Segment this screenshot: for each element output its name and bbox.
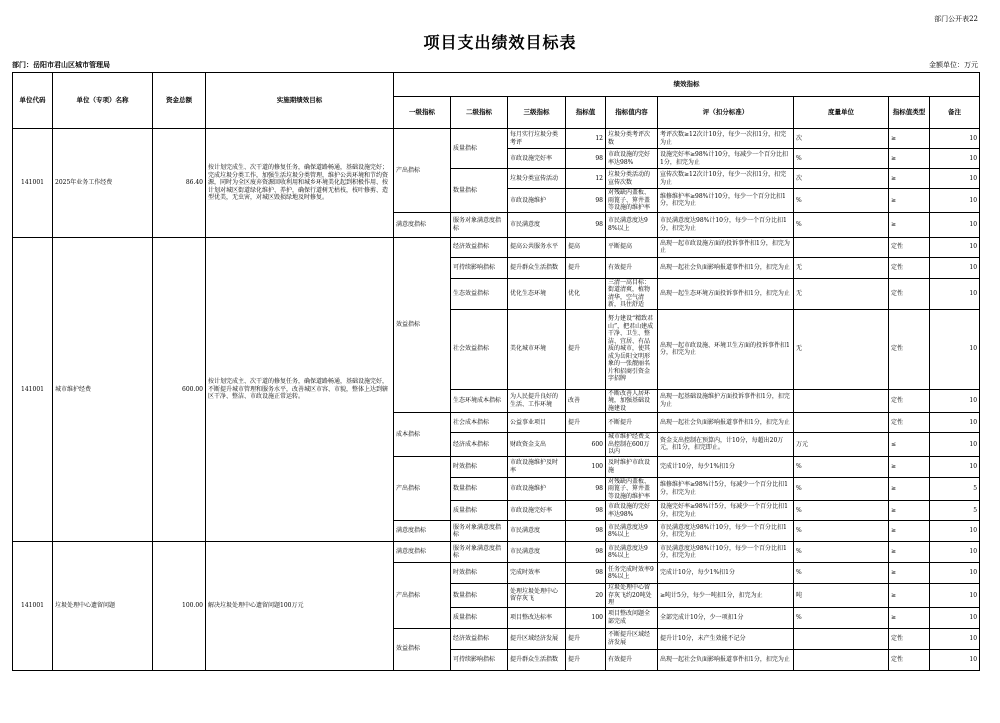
scoring-standard-cell: 出现一起社会负面影响报道事件扣1分，扣完为止 <box>658 413 794 433</box>
level2-indicator-cell: 经济效益指标 <box>451 237 508 257</box>
value-type-cell: ≥ <box>889 563 930 584</box>
note-cell: 10 <box>930 389 980 413</box>
scoring-standard-cell: 维修维护率≥98%计10分，每少一个百分比扣1分，扣完为止 <box>658 189 794 213</box>
value-type-cell: 定性 <box>889 309 930 389</box>
target-description-cell: 按计划完成生、次干道的修复任务，确保道路畅通，基础设施完好；完成垃圾分类工作，加强生活垃圾分类管理，维护公共环境和节约资源，同时为全区废弃资源回收利用和城乡环境美化起到积极作用、按计划对城区街道绿化维护、养护，确保行道树无枯枝，枝叶修剪、造型优美，无虫害，对城区毁损绿地及时修复。 <box>206 129 394 238</box>
measure-unit-cell: 无 <box>794 278 889 309</box>
measure-unit-cell: % <box>794 542 889 563</box>
level1-indicator-cell: 满意度指标 <box>394 542 451 563</box>
note-cell: 10 <box>930 149 980 169</box>
note-cell: 10 <box>930 521 980 542</box>
scoring-standard-cell: 出现一起社会负面影响报道事件扣1分，扣完为止 <box>658 649 794 670</box>
scoring-standard-cell: 市民满意度达98%计10分，每少一个百分比扣1分，扣完为止 <box>658 542 794 563</box>
level3-indicator-cell: 市政设施维护 <box>508 189 566 213</box>
indicator-content-cell: 市民满意度达98%以上 <box>606 542 658 563</box>
indicator-value-cell: 98 <box>566 212 606 237</box>
indicator-value-cell: 100 <box>566 456 606 477</box>
header-unit-code: 单位代码 <box>13 73 53 129</box>
level2-indicator-cell: 生态效益指标 <box>451 278 508 309</box>
value-type-cell: ≥ <box>889 584 930 608</box>
level3-indicator-cell: 市民满意度 <box>508 542 566 563</box>
scoring-standard-cell: 设施完好率≥98%计10分，每减少一个百分比扣1分，扣完为止 <box>658 149 794 169</box>
funds-amount-cell: 600.00 <box>153 237 206 542</box>
indicator-content-cell: 垃圾分类考评次数 <box>606 129 658 149</box>
note-cell: 10 <box>930 413 980 433</box>
scoring-standard-cell: 完成计10分，每少1%扣1分 <box>658 563 794 584</box>
indicator-value-cell: 优化 <box>566 278 606 309</box>
note-cell: 10 <box>930 129 980 149</box>
indicator-content-cell: 有效提升 <box>606 649 658 670</box>
indicator-content-cell: 市民满意度达98%以上 <box>606 212 658 237</box>
level3-indicator-cell: 财政资金支出 <box>508 433 566 457</box>
level3-indicator-cell: 完成时效率 <box>508 563 566 584</box>
scoring-standard-cell: 出现一起市政设施方面的投诉事件扣1分，扣完为止 <box>658 237 794 257</box>
indicator-value-cell: 98 <box>566 501 606 521</box>
level3-indicator-cell: 优化生态环境 <box>508 278 566 309</box>
level3-indicator-cell: 市政设施完好率 <box>508 149 566 169</box>
indicator-value-cell: 12 <box>566 169 606 189</box>
indicator-value-cell: 100 <box>566 607 606 628</box>
indicator-value-cell: 98 <box>566 149 606 169</box>
scoring-standard-cell: 出现一起生态环境方面投诉事件扣1分，扣完为止 <box>658 278 794 309</box>
level1-indicator-cell: 成本指标 <box>394 413 451 457</box>
header-content: 指标值内容 <box>606 97 658 129</box>
indicator-content-cell: 不断改善人居环境，加强基础设施建设 <box>606 389 658 413</box>
level2-indicator-cell: 时效指标 <box>451 563 508 584</box>
value-type-cell: 定性 <box>889 628 930 649</box>
value-type-cell: 定性 <box>889 413 930 433</box>
indicator-content-cell: 任务完成时效率98%以上 <box>606 563 658 584</box>
table-body <box>13 129 980 671</box>
note-cell: 10 <box>930 212 980 237</box>
note-cell: 10 <box>930 607 980 628</box>
measure-unit-cell: % <box>794 212 889 237</box>
indicator-content-cell: 努力建设“精致君山”，把君山建成干净、卫生、整洁、宜居、有品质的城市，使其成为岳阳文明形象的一张靓丽名片和招商引资金字招牌 <box>606 309 658 389</box>
level2-indicator-cell: 社会成本指标 <box>451 413 508 433</box>
value-type-cell: 定性 <box>889 389 930 413</box>
measure-unit-cell <box>794 389 889 413</box>
header-level2: 二级指标 <box>451 97 508 129</box>
note-cell: 10 <box>930 584 980 608</box>
scoring-standard-cell: 资金支出控制在预算内，计10分，每超出20万元，扣1分，扣完即止。 <box>658 433 794 457</box>
scoring-standard-cell: 市民满意度达98%计10分，每少一个百分比扣1分，扣完为止 <box>658 212 794 237</box>
value-type-cell: 定性 <box>889 257 930 278</box>
indicator-content-cell: 不断提升区域经济发展 <box>606 628 658 649</box>
measure-unit-cell: % <box>794 501 889 521</box>
indicator-content-cell: 城市维护经费支出控制在600万以内 <box>606 433 658 457</box>
indicator-content-cell: 垃圾处理中心留存灰飞约20吨处理 <box>606 584 658 608</box>
indicator-content-cell: 市民满意度达98%以上 <box>606 521 658 542</box>
indicator-value-cell: 12 <box>566 129 606 149</box>
measure-unit-cell: % <box>794 607 889 628</box>
scoring-standard-cell: 市民满意度达98%计10分，每少一个百分比扣1分，扣完为止 <box>658 521 794 542</box>
indicator-content-cell: 市政设施的完好率达98% <box>606 149 658 169</box>
value-type-cell: ≥ <box>889 501 930 521</box>
measure-unit-cell: 次 <box>794 129 889 149</box>
indicator-value-cell: 20 <box>566 584 606 608</box>
level2-indicator-cell: 可持续影响指标 <box>451 649 508 670</box>
indicator-value-cell: 提升 <box>566 649 606 670</box>
note-cell: 10 <box>930 649 980 670</box>
measure-unit-cell: 无 <box>794 309 889 389</box>
header-indicators: 绩效指标 <box>394 73 980 97</box>
indicator-value-cell: 98 <box>566 189 606 213</box>
header-value-type: 指标值类型 <box>889 97 930 129</box>
scoring-standard-cell: ≥吨计5分，每少一吨扣1分，扣完为止 <box>658 584 794 608</box>
level1-indicator-cell: 效益指标 <box>394 237 451 413</box>
measure-unit-cell: % <box>794 456 889 477</box>
value-type-cell: 定性 <box>889 237 930 257</box>
note-cell: 10 <box>930 433 980 457</box>
value-type-cell: ≥ <box>889 129 930 149</box>
value-type-cell: ≥ <box>889 521 930 542</box>
indicator-content-cell: 三清一高目标：街道清爽，植物清华，空气清新，具住舒适 <box>606 278 658 309</box>
measure-unit-cell <box>794 237 889 257</box>
scoring-standard-cell: 维修维护率≥98%计5分，每减少一个百分比扣1分，扣完为止 <box>658 477 794 501</box>
level2-indicator-cell: 社会效益指标 <box>451 309 508 389</box>
header-level3: 三级指标 <box>508 97 566 129</box>
indicator-content-cell: 项目整改问题全部完成 <box>606 607 658 628</box>
unit-code-cell: 141001 <box>13 129 53 238</box>
unit-code-cell: 141001 <box>13 237 53 542</box>
scoring-standard-cell: 设施完好率≥98%计5分，每减少一个百分比扣1分，扣完为止 <box>658 501 794 521</box>
level3-indicator-cell: 每月实行垃圾分类考评 <box>508 129 566 149</box>
indicator-value-cell: 98 <box>566 563 606 584</box>
scoring-standard-cell: 考评次数≥12次计10分，每少一次扣1分，扣完为止 <box>658 129 794 149</box>
indicator-content-cell: 对残缺内盖板、雨篦子、箅井盖等设施的维护率 <box>606 189 658 213</box>
level3-indicator-cell: 提升区域经济发展 <box>508 628 566 649</box>
indicator-value-cell: 提高 <box>566 237 606 257</box>
level1-indicator-cell: 满意度指标 <box>394 521 451 542</box>
scoring-standard-cell: 提升计10分，未产生效能不记分 <box>658 628 794 649</box>
table-header <box>13 73 980 129</box>
header-target: 实施期绩效目标 <box>206 73 394 129</box>
indicator-value-cell: 98 <box>566 542 606 563</box>
value-type-cell: ≥ <box>889 607 930 628</box>
measure-unit-cell: % <box>794 149 889 169</box>
scoring-standard-cell: 完成计10分，每少1%扣1分 <box>658 456 794 477</box>
level3-indicator-cell: 垃圾分类宣传活动 <box>508 169 566 189</box>
table-row <box>13 129 980 149</box>
level3-indicator-cell: 市政设施维护及时率 <box>508 456 566 477</box>
level3-indicator-cell: 市政设施维护 <box>508 477 566 501</box>
measure-unit-cell: % <box>794 563 889 584</box>
note-cell: 5 <box>930 501 980 521</box>
level3-indicator-cell: 提升群众生活指数 <box>508 649 566 670</box>
indicator-value-cell: 提升 <box>566 257 606 278</box>
level2-indicator-cell: 质量指标 <box>451 501 508 521</box>
header-scoring: 评（扣分标准） <box>658 97 794 129</box>
table-row <box>13 542 980 563</box>
funds-amount-cell: 100.00 <box>153 542 206 671</box>
header-total-funds: 资金总额 <box>153 73 206 129</box>
indicator-value-cell: 提升 <box>566 309 606 389</box>
level3-indicator-cell: 处理垃圾处理中心留存灰飞 <box>508 584 566 608</box>
value-type-cell: 定性 <box>889 278 930 309</box>
level1-indicator-cell: 满意度指标 <box>394 212 451 237</box>
indicator-value-cell: 98 <box>566 477 606 501</box>
indicator-value-cell: 600 <box>566 433 606 457</box>
value-type-cell: ≤ <box>889 433 930 457</box>
amount-unit-label: 金额单位：万元 <box>929 61 978 69</box>
measure-unit-cell <box>794 628 889 649</box>
level1-indicator-cell: 产出指标 <box>394 563 451 629</box>
measure-unit-cell: 吨 <box>794 584 889 608</box>
measure-unit-cell: 无 <box>794 257 889 278</box>
note-cell: 10 <box>930 237 980 257</box>
project-name-cell: 垃圾处理中心遗留问题 <box>53 542 153 671</box>
value-type-cell: ≥ <box>889 169 930 189</box>
level2-indicator-cell: 服务对象满意度指标 <box>451 542 508 563</box>
note-cell: 10 <box>930 169 980 189</box>
measure-unit-cell: % <box>794 477 889 501</box>
level3-indicator-cell: 提升群众生活指数 <box>508 257 566 278</box>
project-name-cell: 城市维护经费 <box>53 237 153 542</box>
level2-indicator-cell: 可持续影响指标 <box>451 257 508 278</box>
performance-table <box>12 72 980 671</box>
level3-indicator-cell: 市政设施完好率 <box>508 501 566 521</box>
header-unit-name: 单位（专项）名称 <box>53 73 153 129</box>
level2-indicator-cell: 数量指标 <box>451 584 508 608</box>
indicator-content-cell: 有效提升 <box>606 257 658 278</box>
note-cell: 10 <box>930 563 980 584</box>
header-value: 指标值 <box>566 97 606 129</box>
scoring-standard-cell: 出现一起基础设施维护方面投诉事件扣1分，扣完为止 <box>658 389 794 413</box>
level1-indicator-cell: 产出指标 <box>394 456 451 521</box>
project-name-cell: 2025年业务工作经费 <box>53 129 153 238</box>
measure-unit-cell: 万元 <box>794 433 889 457</box>
level3-indicator-cell: 公益事业项目 <box>508 413 566 433</box>
table-row <box>13 237 980 257</box>
note-cell: 10 <box>930 257 980 278</box>
measure-unit-cell <box>794 649 889 670</box>
level3-indicator-cell: 提高公共服务水平 <box>508 237 566 257</box>
value-type-cell: ≥ <box>889 189 930 213</box>
level3-indicator-cell: 美化城市环境 <box>508 309 566 389</box>
note-cell: 10 <box>930 278 980 309</box>
scoring-standard-cell: 出现一起社会负面影响报道事件扣1分，扣完为止 <box>658 257 794 278</box>
level2-indicator-cell: 经济成本指标 <box>451 433 508 457</box>
level2-indicator-cell: 数量指标 <box>451 477 508 501</box>
value-type-cell: ≥ <box>889 149 930 169</box>
note-cell: 5 <box>930 477 980 501</box>
header-measure-unit: 度量单位 <box>794 97 889 129</box>
target-description-cell: 按计划完成主、次干道的修复任务，确保道路畅通，基础设施完好，不断提升城市管理和服务水平，改善城区市容、市貌，整体上达到辖区干净、整洁、市政设施正常运转。 <box>206 237 394 542</box>
indicator-value-cell: 提升 <box>566 413 606 433</box>
measure-unit-cell: % <box>794 521 889 542</box>
scoring-standard-cell: 全部完成计10分，少一项扣1分 <box>658 607 794 628</box>
indicator-content-cell: 平断提高 <box>606 237 658 257</box>
value-type-cell: 定性 <box>889 649 930 670</box>
level3-indicator-cell: 项目整改达标率 <box>508 607 566 628</box>
header-level1: 一级指标 <box>394 97 451 129</box>
level2-indicator-cell: 时效指标 <box>451 456 508 477</box>
value-type-cell: ≥ <box>889 212 930 237</box>
level3-indicator-cell: 市民满意度 <box>508 521 566 542</box>
indicator-content-cell: 市政设施的完好率达98% <box>606 501 658 521</box>
note-cell: 10 <box>930 542 980 563</box>
value-type-cell: ≥ <box>889 542 930 563</box>
level1-indicator-cell: 效益指标 <box>394 628 451 670</box>
header-note: 备注 <box>930 97 980 129</box>
measure-unit-cell <box>794 413 889 433</box>
level2-indicator-cell: 生态环境成本指标 <box>451 389 508 413</box>
page-title: 项目支出绩效目标表 <box>423 33 577 52</box>
level2-indicator-cell: 服务对象满意度指标 <box>451 212 508 237</box>
indicator-content-cell: 对残缺内盖板、雨篦子、箅井盖等设施的维护率 <box>606 477 658 501</box>
note-cell: 10 <box>930 189 980 213</box>
indicator-value-cell: 98 <box>566 521 606 542</box>
level1-indicator-cell: 产出指标 <box>394 129 451 213</box>
level2-indicator-cell: 质量指标 <box>451 129 508 169</box>
measure-unit-cell: 次 <box>794 169 889 189</box>
indicator-value-cell: 提升 <box>566 628 606 649</box>
note-cell: 10 <box>930 309 980 389</box>
department-label: 部门：岳阳市君山区城市管理局 <box>12 60 110 69</box>
level2-indicator-cell: 服务对象满意度指标 <box>451 521 508 542</box>
scoring-standard-cell: 出现一起市政设施、环境卫生方面的投诉事件扣1分，扣完为止 <box>658 309 794 389</box>
level3-indicator-cell: 为人民提升良好的生活、工作环境 <box>508 389 566 413</box>
value-type-cell: ≥ <box>889 477 930 501</box>
scoring-standard-cell: 宣传次数≥12次计10分，每少一次扣1分，扣完为止 <box>658 169 794 189</box>
level2-indicator-cell: 经济效益指标 <box>451 628 508 649</box>
indicator-content-cell: 及时维护市政设施 <box>606 456 658 477</box>
funds-amount-cell: 86.40 <box>153 129 206 238</box>
indicator-content-cell: 垃圾分类活动的宣传次数 <box>606 169 658 189</box>
page-tag: 部门公开表22 <box>934 15 978 23</box>
note-cell: 10 <box>930 456 980 477</box>
level2-indicator-cell: 数量指标 <box>451 169 508 213</box>
level2-indicator-cell: 质量指标 <box>451 607 508 628</box>
unit-code-cell: 141001 <box>13 542 53 671</box>
target-description-cell: 解决垃圾处理中心遗留问题100万元 <box>206 542 394 671</box>
indicator-value-cell: 改善 <box>566 389 606 413</box>
value-type-cell: ≥ <box>889 456 930 477</box>
note-cell: 10 <box>930 628 980 649</box>
indicator-content-cell: 不断提升 <box>606 413 658 433</box>
measure-unit-cell: % <box>794 189 889 213</box>
level3-indicator-cell: 市民满意度 <box>508 212 566 237</box>
